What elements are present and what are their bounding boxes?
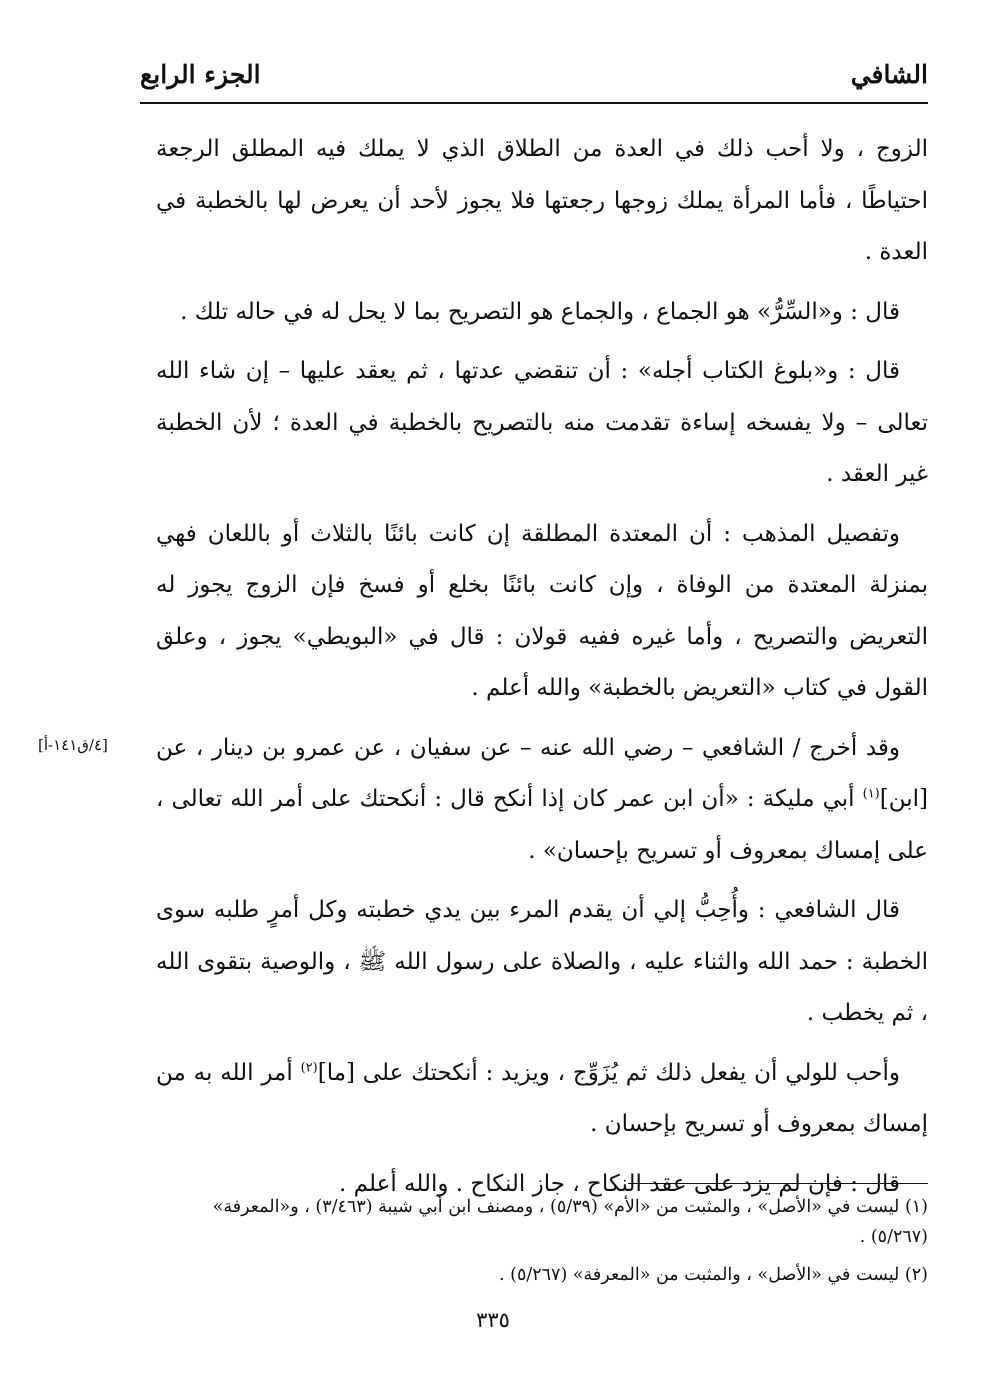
paragraph-5-text-after: أبي مليكة : «أن ابن عمر كان إذا أنكح قال : أنكحتك على أمر الله تعالى ، على إمساك بمعروف أو تسريح بإحسان» . bbox=[156, 786, 928, 864]
main-text bbox=[156, 124, 928, 1218]
paragraph-2: قال : و«السِّرُّ» هو الجماع ، والجماع هو التصريح بما لا يحل له في حاله تلك . bbox=[180, 298, 900, 325]
running-header bbox=[140, 58, 928, 104]
footnote-2: (٢) ليست في «الأصل» ، والمثبت من «المعرفة» (٥/٢٦٧) . bbox=[499, 1265, 928, 1285]
paragraph-7-text-after: أمر الله به من إمساك بمعروف أو تسريح بإحسان . bbox=[156, 1059, 928, 1137]
paragraph-7 bbox=[156, 1048, 928, 1151]
page-number: ٣٣٥ bbox=[476, 1308, 510, 1332]
footnote-ref-1[interactable]: (١) bbox=[862, 786, 880, 802]
paragraph-4: وتفصيل المذهب : أن المعتدة المطلقة إن كانت بائنًا بالثلاث أو باللعان فهي بمنزلة المعتدة من الوفاة ، وإن كانت بائنًا بخلع أو فسخ فإن الزوج يجوز له التعريض والتصريح ، وأما غيره ففيه قولان : قال في «البويطي» يجوز ، وعلق القول في كتاب «التعريض بالخطبة» والله أعلم . bbox=[156, 520, 928, 701]
footnotes bbox=[150, 1192, 928, 1298]
header-book-title: الشافي bbox=[850, 60, 928, 89]
footnote-separator bbox=[628, 1183, 928, 1184]
paragraph-3: قال : و«بلوغ الكتاب أجله» : أن تنقضي عدتها ، ثم يعقد عليها – إن شاء الله تعالى – ولا يفسخه إساءة تقدمت منه بالتصريح بالخطبة في العدة ؛ لأن الخطبة غير العقد . bbox=[156, 358, 928, 487]
paragraph-5-text-before: وقد أخرج / الشافعي – رضي الله عنه – عن سفيان ، عن عمرو بن دينار ، عن [ابن] bbox=[156, 734, 928, 812]
footnote-ref-2[interactable]: (٢) bbox=[300, 1059, 318, 1075]
paragraph-6: قال الشافعي : وأُحِبُّ إلي أن يقدم المرء بين يدي خطبته وكل أمرٍ طلبه سوى الخطبة : حمد الله والثناء عليه ، والصلاة على رسول الله ﷺ ، والوصية بتقوى الله ، ثم يخطب . bbox=[156, 897, 928, 1026]
paragraph-8: قال : فإن لم يزد على عقد النكاح ، جاز النكاح . والله أعلم . bbox=[339, 1170, 900, 1197]
footnote-1: (١) ليست في «الأصل» ، والمثبت من «الأم» (٥/٣٩) ، ومصنف ابن أبي شيبة (٣/٤٦٣) ، و«المعرفة» (٥/٢٦٧) . bbox=[212, 1197, 928, 1247]
paragraph-7-text-before: وأحب للولي أن يفعل ذلك ثم يُزَوِّج ، ويزيد : أنكحتك على [ما] bbox=[317, 1059, 900, 1086]
paragraph-5 bbox=[156, 723, 928, 878]
manuscript-folio-reference: [٤/ق١٤١-أ] bbox=[38, 736, 108, 754]
header-part-label: الجزء الرابع bbox=[140, 60, 261, 89]
paragraph-1: الزوج ، ولا أحب ذلك في العدة من الطلاق الذي لا يملك فيه المطلق الرجعة احتياطًا ، فأما المرأة يملك زوجها رجعتها فلا يجوز لأحد أن يعرض لها بالخطبة في العدة . bbox=[156, 136, 928, 265]
